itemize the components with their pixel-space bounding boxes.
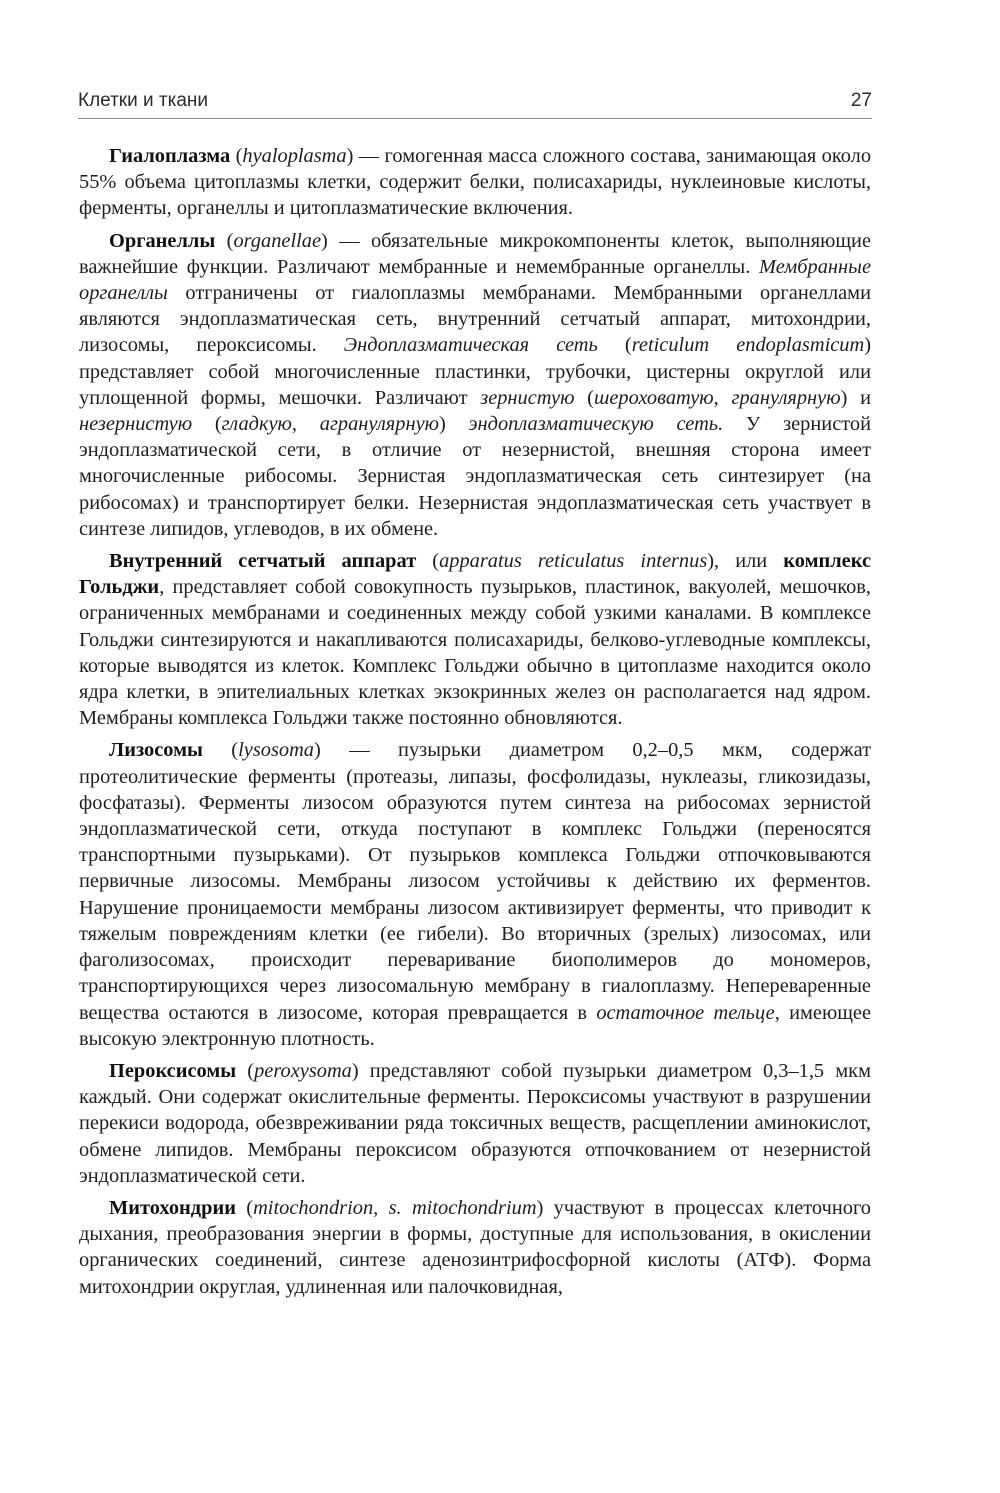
paragraph-peroxisomes xyxy=(79,1058,871,1189)
text-run: ( xyxy=(215,229,234,252)
term-italic: незернистую xyxy=(79,413,193,436)
text-run: , представляет собой совокупность пузырьков, пластинок, вакуолей, мешочков, ограниченных мембранами и соединенных между собой узкими каналами. В комплексе Гольджи синтезируются и накапливаются полисахариды, белково-углеводные комплексы, которые выводятся из клеток. Комплекс Гольджи обычно в цитоплазме находится около ядра клетки, в эпителиальных клетках экзокринных желез он располагается над ядром. Мембраны комплекса Гольджи также постоянно обновляются. xyxy=(79,576,871,730)
section-title: Клетки и ткани xyxy=(78,90,208,111)
text-run: ) — обязательные микрокомпоненты клеток, выполняющие важнейшие функции. Различают мембранные и немембранные органеллы. xyxy=(79,229,872,278)
text-run: ( xyxy=(597,334,632,357)
term-italic: зернистую xyxy=(480,386,575,409)
term-italic: apparatus reticulatus internus xyxy=(439,550,708,573)
term-italic: reticulum endoplasmicum xyxy=(631,334,865,357)
text-run: ) xyxy=(439,413,469,436)
running-header xyxy=(78,90,872,119)
term-italic: Мембранные органеллы xyxy=(79,255,871,305)
term-bold: Внутренний сетчатый аппарат xyxy=(109,550,417,573)
paragraph-lysosomes xyxy=(79,737,871,1051)
text-run: ( xyxy=(202,739,239,762)
paragraph-golgi-complex xyxy=(79,548,871,731)
body-text xyxy=(79,143,871,1306)
term-italic: lysosoma xyxy=(238,739,315,762)
text-run: ) представляют собой пузырьки диаметром 0,3–1,5 мкм каждый. Они содержат окислительные ферменты. Пероксисомы участвуют в разрушении перекиси водорода, обезвреживании ряда токсичных веществ, расщеплении аминокислот, обмене липидов. Мембраны пероксисом образуются отпочкованием от незернистой эндоплазматической сети. xyxy=(79,1059,871,1187)
term-bold: Органеллы xyxy=(109,229,216,252)
term-italic: эндоплазматическую сеть. xyxy=(468,413,724,436)
text-run: ) участвуют в процессах клеточного дыхания, преобразования энергии в формы, доступные для использования, в окислении органических соединений, синтезе аденозинтрифосфорной кислоты (АТФ). Форма митохондрии округлая, удлиненная или палочковидная, xyxy=(79,1196,871,1298)
text-run: У зернистой эндоплазматической сети, в отличие от незернистой, внешняя сторона имеет многочисленные рибосомы. Зернистая эндоплазматическая сеть синтезирует (на рибосомах) и транспортирует белки. Незернистая эндоплазматическая сеть участвует в синтезе липидов, углеводов, в их обмене. xyxy=(79,413,871,540)
page-number: 27 xyxy=(850,90,872,111)
term-italic: mitochondrion, s. mitochondrium xyxy=(253,1196,537,1219)
paragraph-hyaloplasm xyxy=(79,143,871,222)
text-run: ) — пузырьки диаметром 0,2–0,5 мкм, содержат протеолитические ферменты (протеазы, липазы, фосфолидазы, нуклеазы, гликозидазы, фосфатазы). Ферменты лизосом образуются путем синтеза на рибосомах зернистой эндоплазматической сети, откуда поступают в комплекс Гольджи (переносятся транспортными пузырьками). От пузырьков комплекса Гольджи отпочковываются первичные лизосомы. Мембраны лизосом устойчивы к действию их ферментов. Нарушение проницаемости мембраны лизосом активизирует ферменты, что приводит к тяжелым повреждениям клетки (ее гибели). Во вторичных (зрелых) лизосомах, или фаголизосомах, происходит переваривание биополимеров до мономеров, транспортирующихся через лизосомальную мембрану в гиалоплазму. Непереваренные вещества остаются в лизосоме, которая превращается в xyxy=(79,739,871,1024)
term-bold: Гиалоплазма xyxy=(109,145,231,167)
text-run: ( xyxy=(574,386,594,409)
text-run: ) и xyxy=(840,386,871,409)
text-run: ( xyxy=(230,145,243,167)
paragraph-mitochondria xyxy=(79,1195,871,1300)
term-bold: Пероксисомы xyxy=(109,1059,237,1082)
term-bold: комплекс Гольджи xyxy=(79,550,872,599)
text-run: отграничены от гиалоплазмы мембранами. Мембранными органеллами являются эндоплазматическая сеть, внутренний сетчатый аппарат, митохондрии, лизосомы, пероксисомы. xyxy=(79,282,871,357)
text-run: , имеющее высокую электронную плотность. xyxy=(79,1001,871,1050)
text-run: ( xyxy=(192,413,222,436)
text-run: ( xyxy=(236,1059,255,1082)
term-italic: hyaloplasma xyxy=(242,145,347,167)
text-run: ) представляет собой многочисленные пластинки, трубочки, цистерны округлой или уплощенной формы, мешочки. Различают xyxy=(79,334,872,409)
term-italic: Эндоплазматическая сеть xyxy=(343,334,598,357)
text-run: ), или xyxy=(707,550,784,573)
term-bold: Лизосомы xyxy=(109,739,203,762)
term-italic: остаточное тельце xyxy=(596,1001,775,1024)
term-italic: шероховатую, гранулярную xyxy=(593,386,841,409)
paragraph-organelles xyxy=(79,228,871,542)
term-bold: Митохондрии xyxy=(109,1196,236,1219)
term-italic: гладкую, агранулярную xyxy=(221,413,440,436)
term-italic: peroxysoma xyxy=(254,1059,352,1082)
text-run: ) — гомогенная масса сложного состава, занимающая около 55% объема цитоплазмы клетки, содержит белки, полисахариды, нуклеиновые кислоты, ферменты, органеллы и цитоплазматические включения. xyxy=(79,145,872,220)
text-run: ( xyxy=(235,1196,254,1219)
term-italic: organellae xyxy=(233,229,322,252)
text-run: ( xyxy=(416,550,440,573)
